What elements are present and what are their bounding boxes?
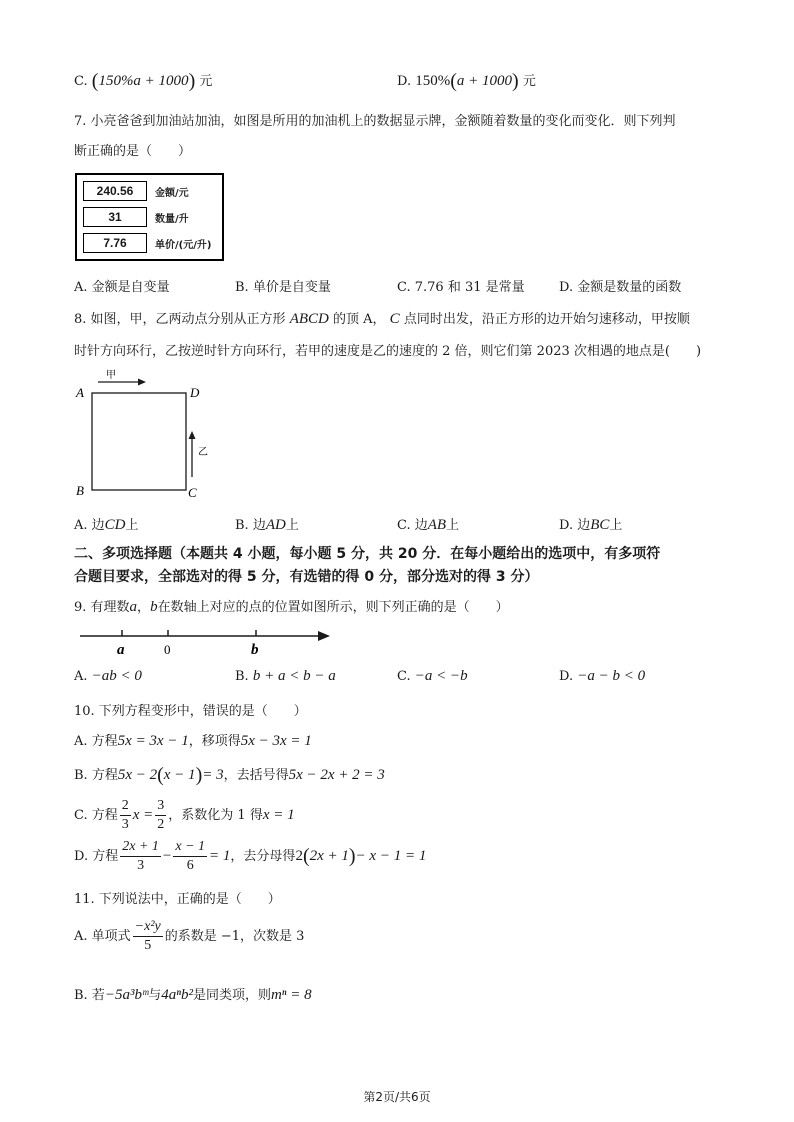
- q11-option-b: B. 若−5a³bᵐ与4aⁿb²是同类项，则mⁿ = 8: [74, 987, 312, 1003]
- yi-arrowhead: [189, 431, 196, 439]
- tick-zero-label: 0: [164, 642, 171, 657]
- number-line-arrowhead: [318, 631, 330, 641]
- vertex-a-label: A: [76, 385, 84, 400]
- q11-option-a: A. 单项式 $\frac{\text{−x²y}}{5}$ 的系数是 −1，次数是 3: [74, 919, 305, 953]
- q10-option-d: D. 方程 $\frac{2x + 1}{3}$ − $\frac{x - 1}{6}$ = 1，去分母得2(2x + 1)− x − 1 = 1: [74, 839, 427, 873]
- q11-stem: 11. 下列说法中，正确的是（ ）: [74, 892, 281, 907]
- q8-option-d: D. 边BC上: [559, 517, 623, 533]
- q8-stem-line2: 时针方向环行，乙按逆时针方向环行，若甲的速度是乙的速度的 2 倍，则它们第 2023 次相遇的地点是( ): [74, 344, 702, 359]
- section2-header-line2: 合题目要求，全部选对的得 5 分，有选错的得 0 分，部分选对的得 3 分）: [74, 569, 539, 585]
- fraction-three-halves: $\frac{3}{2}$: [157, 798, 165, 832]
- q7-option-c: C. 7.76 和 31 是常量: [397, 280, 525, 295]
- fraction-two-thirds: $\frac{2}{3}$: [121, 798, 129, 832]
- tick-a-label: a: [117, 642, 125, 658]
- q10-option-a: A. 方程5x = 3x − 1，移项得5x − 3x = 1: [74, 733, 312, 749]
- vertex-b-label: B: [76, 483, 84, 498]
- q8-stem-line1: 8. 如图，甲，乙两动点分别从正方形 ABCD 的顶 A， C 点同时出发，沿正方形的边开始匀速移动，甲按顺: [74, 311, 690, 327]
- q7-stem-line2: 断正确的是（ ）: [74, 144, 192, 159]
- q7-stem-line1: 7. 小亮爸爸到加油站加油，如图是所用的加油机上的数据显示牌，金额随着数量的变化而变化．则下列判: [74, 114, 676, 129]
- yi-label: 乙: [198, 447, 208, 458]
- q9-option-c: C. −a < −b: [397, 668, 468, 684]
- page-footer: 第2页/共6页: [363, 1090, 431, 1104]
- vertex-c-label: C: [188, 485, 197, 500]
- square-figure: [70, 365, 210, 505]
- pump-display: [75, 173, 224, 261]
- q8-option-b: B. 边AD上: [235, 517, 299, 533]
- pump-amount-label: 金额/元: [155, 188, 189, 199]
- number-line: [76, 622, 336, 662]
- q8-option-a: A. 边CD上: [74, 517, 139, 533]
- fraction-x-minus-1-over-6: $\frac{x - 1}{6}$: [175, 839, 206, 873]
- q7-option-b: B. 单价是自变量: [235, 280, 331, 295]
- vertex-d-label: D: [190, 385, 200, 400]
- q7-option-a: A. 金额是自变量: [74, 280, 170, 295]
- square-abcd: [92, 393, 186, 490]
- q6-option-c: C. (150%a + 1000) 元: [74, 70, 213, 92]
- q10-stem: 10. 下列方程变形中，错误的是（ ）: [74, 704, 307, 719]
- q9-option-b: B. b + a < b − a: [235, 668, 336, 684]
- jia-label: 甲: [106, 370, 116, 381]
- q9-stem: 9. 有理数a，b在数轴上对应的点的位置如图所示，则下列正确的是（ ）: [74, 599, 509, 615]
- section2-header-line1: 二、多项选择题（本题共 4 小题，每小题 5 分，共 20 分．在每小题给出的选项中，有多项符: [74, 546, 661, 562]
- fraction-2x-plus-1-over-3: $\frac{2x + 1}{3}$: [122, 839, 159, 873]
- q8-option-c: C. 边AB上: [397, 517, 460, 533]
- tick-b-label: b: [251, 642, 259, 658]
- q7-option-d: D. 金额是数量的函数: [559, 280, 682, 295]
- fraction-monomial: $\frac{\text{−x²y}}{5}$: [134, 919, 161, 953]
- pump-quantity-value: 31: [83, 207, 147, 227]
- q9-option-a: A. −ab < 0: [74, 668, 142, 684]
- pump-price-value: 7.76: [83, 233, 147, 253]
- pump-amount-value: 240.56: [83, 181, 147, 201]
- q10-option-b: B. 方程5x − 2(x − 1)= 3，去括号得5x − 2x + 2 = 3: [74, 764, 385, 786]
- pump-price-label: 单价/(元/升): [155, 240, 212, 251]
- jia-arrowhead: [138, 379, 146, 386]
- q9-option-d: D. −a − b < 0: [559, 668, 646, 684]
- q10-option-c: C. 方程 $\frac{2}{3}$ x = $\frac{3}{2}$ ，系数化为 1 得x = 1: [74, 798, 295, 832]
- q6-option-d: D. 150%(a + 1000) 元: [397, 70, 536, 92]
- pump-quantity-label: 数量/升: [155, 214, 189, 225]
